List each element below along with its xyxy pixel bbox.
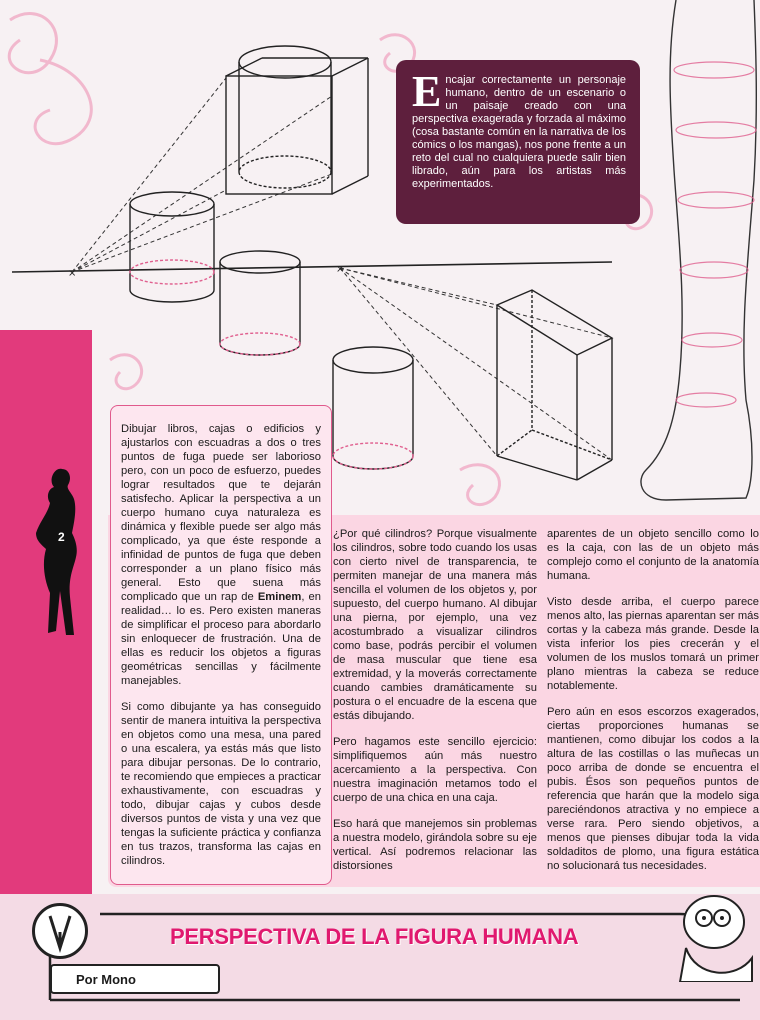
intro-text: ncajar correctamente un personaje humano, dentro de un escenario o un paisaje creado con una perspectiva exagerada y forzada al máximo (cosa bastante común en la narrativa de los cómics o los mangas), nos pone frente a un reto del cual no cualquiera puede salir bien librado, aún para los artistas más experimentados. <box>412 74 626 190</box>
column-3-paragraph-2: Visto desde arriba, el cuerpo parece menos alto, las piernas aparentan ser más cortas y la cabeza más grande. Desde la vista inferior los pies crecerán y el volumen de los muslos tomará un primer plano mientras la cabeza se reduce notablemente. <box>547 596 759 692</box>
page-title: PERSPECTIVA DE LA FIGURA HUMANA <box>170 924 579 949</box>
svg-text:×: × <box>336 264 345 275</box>
pen-nib-icon <box>32 903 88 959</box>
intro-box <box>396 60 640 224</box>
mascot-cartoon-icon <box>656 888 760 982</box>
column-2-paragraph-2: Pero hagamos este sencillo ejercicio: simplifiquemos aún más nuestro acercamiento a la perspectiva. Con nuestra imaginación metamos todo el cuerpo de una chica en una caja. <box>333 736 537 804</box>
bold-name: Eminem <box>257 591 302 603</box>
column-2-paragraph-1: ¿Por qué cilindros? Porque visualmente los cilindros, sobre todo cuando los usas con cierto nivel de transparencia, te permiten manejar de una manera más sencilla el volumen de los objetos y, por supuesto, del cuerpo humano. Al dibujar una pierna, por ejemplo, una vez acostumbrado a visualizar cilindros como base, podrás percibir el volumen de masa muscular que tiene esa extremidad, y la moverás correctamente cuando cambies dramáticamente su postura o el encuadre de la escena que estás dibujando. <box>333 528 537 722</box>
column-1-paragraph-1: Dibujar libros, cajas o edificios y ajustarlos con escuadras a dos o tres puntos de fuga puede ser laborioso pero, con un poco de esfuerzo, puedes lograr resultados que te dejarán satisfecho. Aplicar la perspectiva a un cuerpo humano cuya naturaleza es dinámica y flexible puede ser algo más complicado, ya que éste responde a infinidad de puntos de fuga que deben corresponder a un plano físico más general. Esto que suena más complicado que un rap de Eminem, en realidad… lo es. Pero existen maneras de simplificar el proceso para abordarlo sin enloquecer de frustración. Una de ellas es reducir los objetos a figuras geométricas sencillas y fácilmente manejables. <box>121 423 321 687</box>
drop-cap: E <box>412 67 442 116</box>
column-2 <box>333 527 537 885</box>
svg-text:×: × <box>68 268 77 279</box>
column-3 <box>547 527 759 885</box>
column-3-paragraph-3: Pero aún en esos escorzos exagerados, ciertas proporciones humanas se mantienen, como dibujar los codos a la altura de las costillas o las muñecas un poco arriba de donde se encuentra el pubis. Ésos son pequeños puntos de referencia que harán que la modelo siga pareciéndonos atractiva y no empiece a verse rara. Pero siendo objetivos, a menos que pienses dibujar toda la vida soldaditos de plomo, una figura estática no solucionará tus necesidades. <box>547 706 759 872</box>
page-number: 2 <box>58 530 65 544</box>
column-2-paragraph-3: Eso hará que manejemos sin problemas a nuestra modelo, girándola sobre su eje vertical. Así podremos relacionar las distorsiones <box>333 818 537 872</box>
column-1-paragraph-2: Si como dibujante ya has conseguido sentir de manera intuitiva la perspectiva en objetos como una mesa, una pared o una escalera, ya estás más que listo para dibujar personas. De lo contrario, te recomiendo que empieces a practicar exhaustivamente, con escuadras y todo, dibujar cajas y cubos desde diversos puntos de vista y una vez que tengas la suficiente práctica y confianza en tus trazos, transforma las cajas en cilindros. <box>121 701 321 867</box>
byline: Por Mono <box>50 964 220 994</box>
leg-cylinder-sketch <box>636 0 760 510</box>
column-1 <box>110 405 332 885</box>
woman-silhouette-icon <box>22 465 92 640</box>
column-3-paragraph-1: aparentes de un objeto sencillo como lo es la caja, con las de un objeto más complejo como el conjunto de la anatomía humana. <box>547 528 759 582</box>
